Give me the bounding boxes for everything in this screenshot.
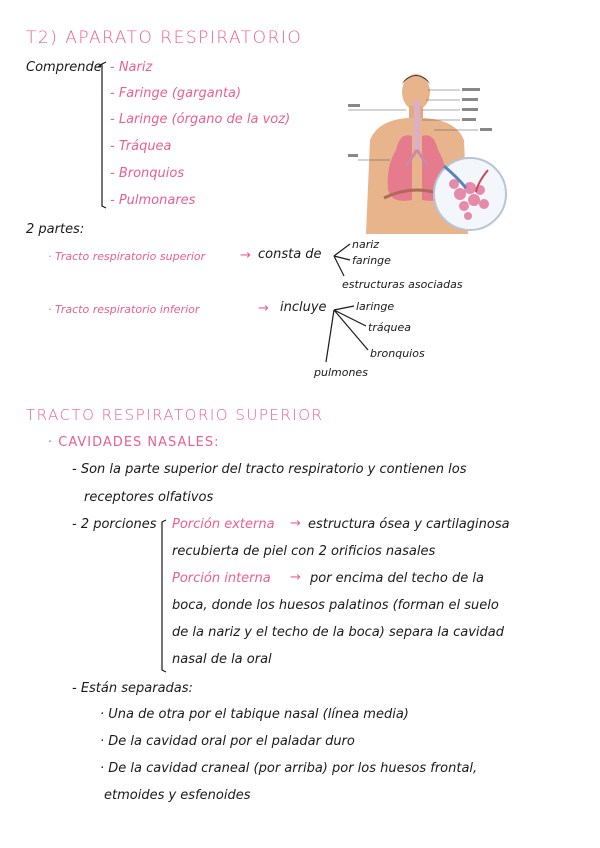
superior-item: nariz [352, 238, 380, 251]
porciones-label: - 2 porciones [72, 517, 157, 532]
organ-item: - Bronquios [110, 166, 185, 181]
inferior-branch-arrow [326, 310, 334, 362]
superior-branch-arrow [334, 256, 350, 260]
inferior-arrow: → [258, 301, 269, 316]
superior-item: estructuras asociadas [342, 278, 463, 291]
inferior-label: · Tracto respiratorio inferior [48, 303, 200, 316]
superior-branch-arrow [334, 256, 344, 276]
superior-label: · Tracto respiratorio superior [48, 250, 206, 263]
inferior-verb: incluye [280, 300, 327, 315]
porcion-interna-text: boca, donde los huesos palatinos (forman el suelo [172, 598, 499, 613]
porcion-interna-arrow: → [290, 570, 301, 585]
porcion-externa-arrow: → [290, 516, 301, 531]
cavidades-line: receptores olfativos [84, 490, 214, 505]
cavidades-title: · CAVIDADES NASALES: [48, 435, 220, 450]
porcion-interna-text: de la nariz y el techo de la boca) separa la cavidad [172, 625, 504, 640]
inferior-item: tráquea [368, 321, 412, 334]
section-title: TRACTO RESPIRATORIO SUPERIOR [26, 406, 324, 424]
page-title: T2) APARATO RESPIRATORIO [26, 28, 303, 48]
inferior-branch-arrow [334, 306, 354, 310]
superior-item: faringe [352, 254, 391, 267]
inferior-item: pulmones [314, 366, 368, 379]
porcion-externa-text: estructura ósea y cartilaginosa [308, 517, 510, 532]
superior-branch-arrow [334, 244, 350, 256]
inferior-branch-arrow [334, 310, 368, 350]
porcion-interna-label: Porción interna [172, 571, 271, 586]
comprende-bracket [102, 62, 106, 208]
superior-verb: consta de [258, 247, 322, 262]
organ-item: - Faringe (garganta) [110, 86, 242, 101]
separadas-item: · De la cavidad oral por el paladar duro [100, 734, 355, 749]
separadas-item: etmoides y esfenoides [104, 788, 251, 803]
inferior-branch-arrow [334, 310, 366, 326]
separadas-item: · Una de otra por el tabique nasal (línea media) [100, 707, 409, 722]
organ-item: - Tráquea [110, 139, 172, 154]
organ-item: - Laringe (órgano de la voz) [110, 112, 291, 127]
porcion-externa-label: Porción externa [172, 517, 275, 532]
separadas-item: · De la cavidad craneal (por arriba) por los huesos frontal, [100, 761, 478, 776]
cavidades-line: - Son la parte superior del tracto respiratorio y contienen los [72, 462, 467, 477]
separadas-label: - Están separadas: [72, 681, 193, 696]
organ-item: - Pulmonares [110, 193, 196, 208]
superior-arrow: → [240, 248, 251, 263]
comprende-label: Comprende [26, 60, 102, 75]
porcion-interna-text: por encima del techo de la [310, 571, 484, 586]
porcion-interna-text: nasal de la oral [172, 652, 272, 667]
inferior-item: laringe [356, 300, 395, 313]
organ-item: - Nariz [110, 60, 153, 75]
inferior-item: bronquios [370, 347, 425, 360]
porcion-externa-text: recubierta de piel con 2 orificios nasales [172, 544, 436, 559]
porciones-bracket [162, 520, 166, 672]
dos-partes-label: 2 partes: [26, 222, 85, 237]
